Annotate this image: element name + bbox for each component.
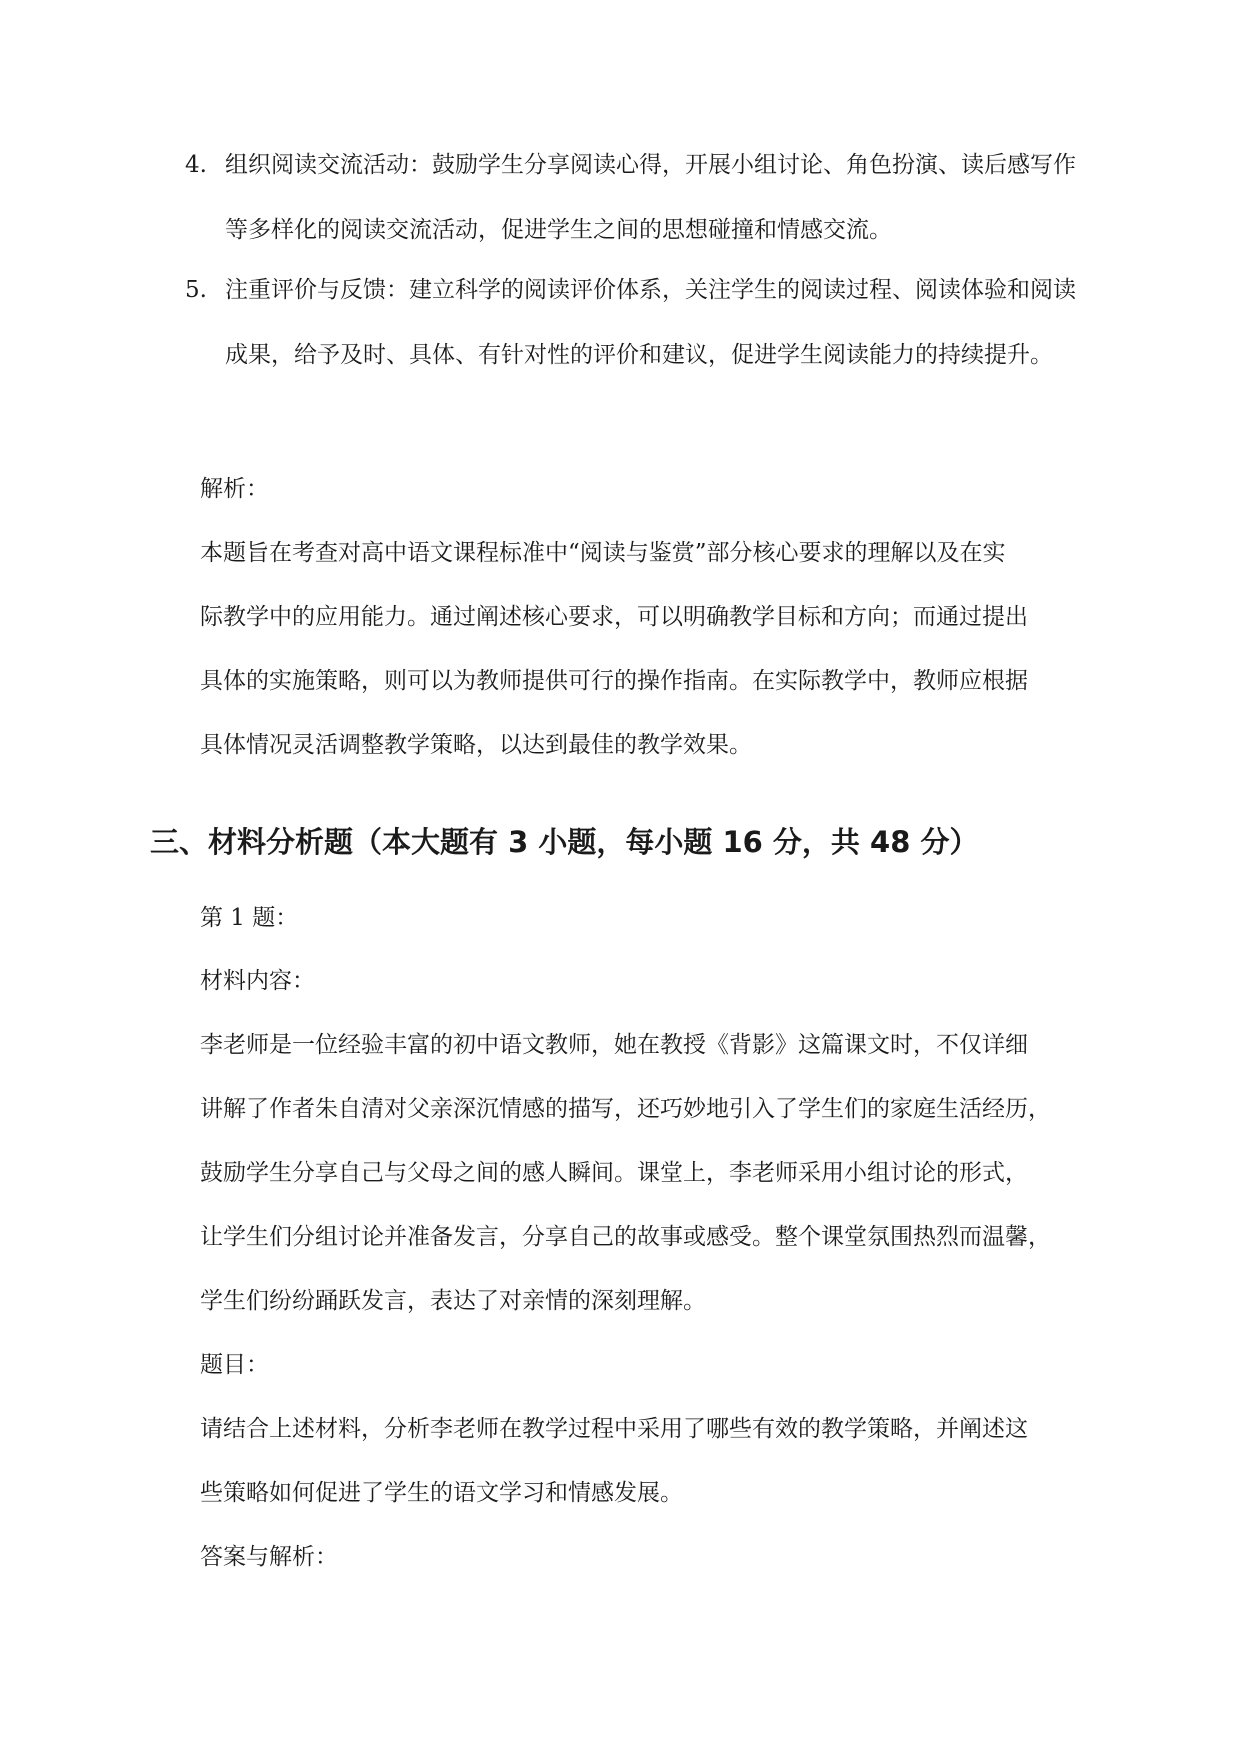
answer-label: 答案与解析：: [200, 1544, 338, 1570]
prompt-line: 请结合上述材料，分析李老师在教学过程中采用了哪些有效的教学策略，并阐述这: [200, 1416, 1028, 1442]
analysis-line: 具体的实施策略，则可以为教师提供可行的操作指南。在实际教学中，教师应根据: [200, 668, 1028, 694]
material-line: 讲解了作者朱自清对父亲深沉情感的描写，还巧妙地引入了学生们的家庭生活经历，: [200, 1096, 1051, 1122]
analysis-line: 具体情况灵活调整教学策略，以达到最佳的教学效果。: [200, 732, 752, 758]
list-item-number: 4.: [185, 152, 207, 178]
list-item-text: 组织阅读交流活动：鼓励学生分享阅读心得，开展小组讨论、角色扮演、读后感写作等多样化的阅读交流活动，促进学生之间的思想碰撞和情感交流。: [225, 152, 1076, 243]
analysis-line: 本题旨在考查对高中语文课程标准中“阅读与鉴赏”部分核心要求的理解以及在实: [200, 540, 1006, 566]
list-item: [185, 258, 1085, 388]
section-heading: 三、材料分析题（本大题有 3 小题，每小题 16 分，共 48 分）: [150, 825, 979, 859]
material-line: 让学生们分组讨论并准备发言，分享自己的故事或感受。整个课堂氛围热烈而温馨，: [200, 1224, 1051, 1250]
list-item-number: 5.: [185, 277, 207, 303]
material-line: 鼓励学生分享自己与父母之间的感人瞬间。课堂上，李老师采用小组讨论的形式，: [200, 1160, 1028, 1186]
question-number: 第 1 题：: [200, 905, 299, 931]
material-line: 学生们纷纷踊跃发言，表达了对亲情的深刻理解。: [200, 1288, 706, 1314]
analysis-line: 际教学中的应用能力。通过阐述核心要求，可以明确教学目标和方向；而通过提出: [200, 604, 1028, 630]
list-item: [185, 133, 1085, 263]
prompt-label: 题目：: [200, 1352, 269, 1378]
analysis-label: 解析：: [200, 476, 269, 502]
list-item-text: 注重评价与反馈：建立科学的阅读评价体系，关注学生的阅读过程、阅读体验和阅读成果，给予及时、具体、有针对性的评价和建议，促进学生阅读能力的持续提升。: [225, 277, 1076, 368]
prompt-line: 些策略如何促进了学生的语文学习和情感发展。: [200, 1480, 683, 1506]
material-label: 材料内容：: [200, 968, 315, 994]
material-line: 李老师是一位经验丰富的初中语文教师，她在教授《背影》这篇课文时，不仅详细: [200, 1032, 1028, 1058]
